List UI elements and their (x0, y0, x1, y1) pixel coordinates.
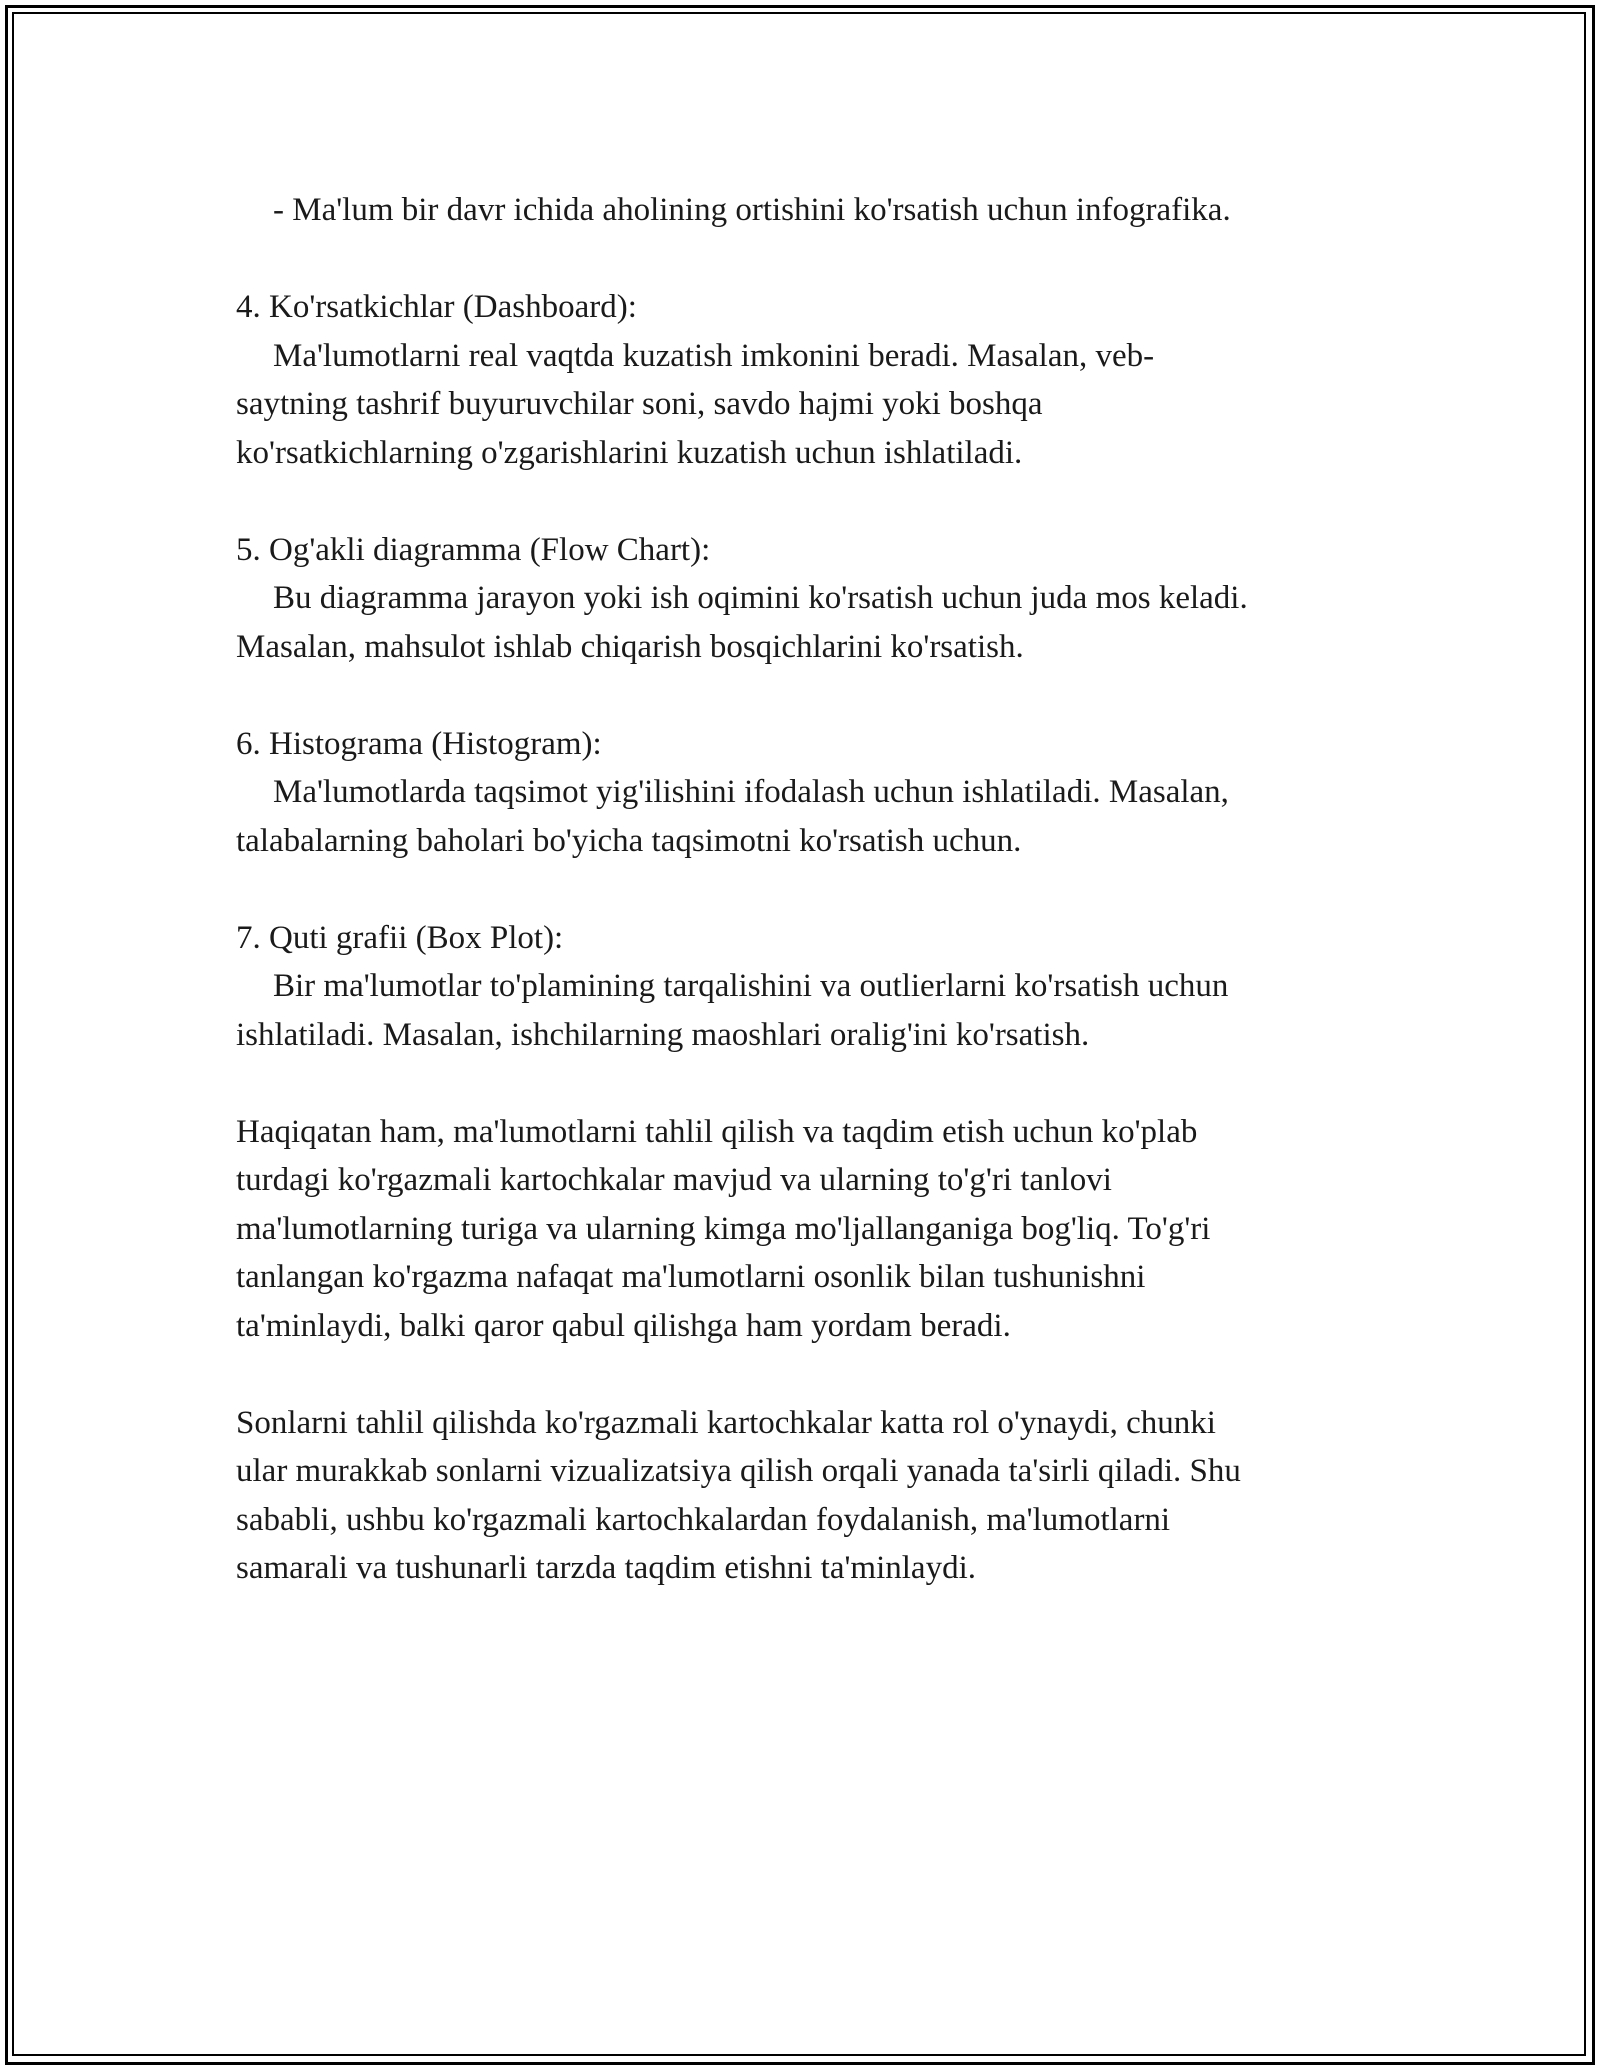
section-line: Ma'lumotlarda taqsimot yig'ilishini ifodalash uchun ishlatiladi. Masalan, (273, 774, 1229, 810)
section-heading: 7. Quti grafii (Box Plot): (236, 919, 564, 956)
intro-bullet: - Ma'lum bir davr ichida aholining ortishini ko'rsatish uchun infografika. (273, 192, 1231, 228)
section-line: Masalan, mahsulot ishlab chiqarish bosqichlarini ko'rsatish. (236, 628, 1024, 665)
section-line: ishlatiladi. Masalan, ishchilarning maoshlari oralig'ini ko'rsatish. (236, 1016, 1090, 1053)
paragraph-line: turdagi ko'rgazmali kartochkalar mavjud va ularning to'g'ri tanlovi (236, 1162, 1112, 1198)
spacer (236, 477, 1376, 526)
paragraph-conclusion-1 (236, 1108, 1376, 1351)
section-line: Ma'lumotlarni real vaqtda kuzatish imkonini beradi. Masalan, veb- (273, 337, 1155, 374)
paragraph-line: samarali va tushunarli tarzda taqdim etishni ta'minlaydi. (236, 1550, 976, 1586)
spacer (236, 865, 1376, 914)
spacer (236, 1350, 1376, 1399)
paragraph-conclusion-2 (236, 1399, 1376, 1593)
section-dashboard (236, 283, 1376, 477)
section-line: Bir ma'lumotlar to'plamining tarqalishini va outlierlarni ko'rsatish uchun (273, 968, 1229, 1004)
paragraph-line: ular murakkab sonlarni vizualizatsiya qilish orqali yanada ta'sirli qiladi. Shu (236, 1453, 1241, 1489)
paragraph-line: sababli, ushbu ko'rgazmali kartochkalardan foydalanish, ma'lumotlarni (236, 1501, 1171, 1538)
section-line: saytning tashrif buyuruvchilar soni, savdo hajmi yoki boshqa (236, 386, 1043, 422)
document-body (236, 186, 1376, 1593)
paragraph-line: ta'minlaydi, balki qaror qabul qilishga ham yordam beradi. (236, 1307, 1011, 1344)
section-heading: 6. Histograma (Histogram): (236, 725, 602, 762)
paragraph-line: ma'lumotlarning turiga va ularning kimga mo'ljallanganiga bog'liq. To'g'ri (236, 1210, 1211, 1247)
spacer (236, 1059, 1376, 1108)
section-flow-chart (236, 526, 1376, 672)
paragraph-line: Sonlarni tahlil qilishda ko'rgazmali kartochkalar katta rol o'ynaydi, chunki (236, 1404, 1216, 1441)
section-histogram (236, 720, 1376, 866)
paragraph-line: Haqiqatan ham, ma'lumotlarni tahlil qilish va taqdim etish uchun ko'plab (236, 1113, 1198, 1150)
section-line: ko'rsatkichlarning o'zgarishlarini kuzatish uchun ishlatiladi. (236, 434, 1023, 471)
section-line: Bu diagramma jarayon yoki ish oqimini ko'rsatish uchun juda mos keladi. (273, 580, 1248, 616)
section-box-plot (236, 914, 1376, 1060)
section-heading: 5. Og'akli diagramma (Flow Chart): (236, 531, 711, 568)
spacer (236, 671, 1376, 720)
section-heading: 4. Ko'rsatkichlar (Dashboard): (236, 289, 637, 325)
paragraph-line: tanlangan ko'rgazma nafaqat ma'lumotlarni osonlik bilan tushunishni (236, 1259, 1146, 1295)
section-line: talabalarning baholari bo'yicha taqsimotni ko'rsatish uchun. (236, 822, 1022, 859)
spacer (236, 235, 1376, 284)
